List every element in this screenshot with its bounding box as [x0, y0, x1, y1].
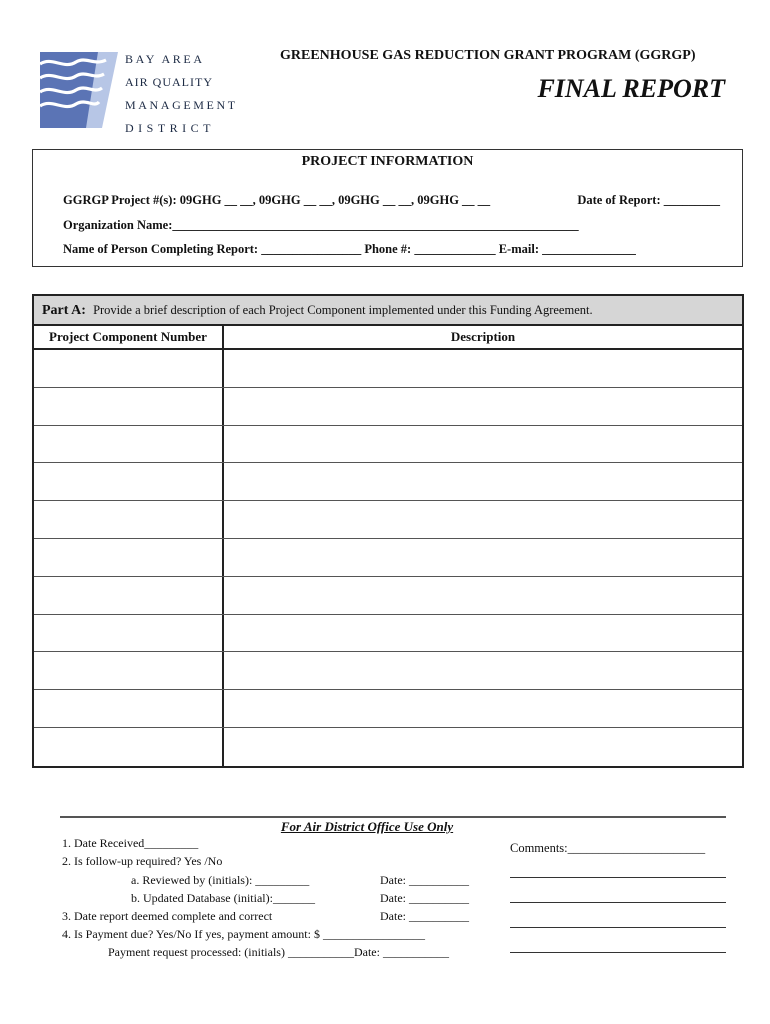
- table-row: [34, 690, 742, 728]
- table-row: [34, 501, 742, 539]
- description-cell[interactable]: [224, 690, 742, 727]
- logo-text: [125, 48, 238, 140]
- description-cell[interactable]: [224, 350, 742, 387]
- table-row: [34, 615, 742, 653]
- updated-database-field[interactable]: b. Updated Database (initial):_______: [131, 891, 315, 905]
- component-number-cell[interactable]: [34, 690, 224, 727]
- component-number-cell[interactable]: [34, 652, 224, 689]
- reviewed-date-field[interactable]: Date: __________: [380, 873, 469, 887]
- table-row: [34, 426, 742, 464]
- comments-field[interactable]: Comments:______________________: [510, 841, 706, 855]
- component-number-cell[interactable]: [34, 577, 224, 614]
- description-cell[interactable]: [224, 652, 742, 689]
- description-cell[interactable]: [224, 728, 742, 766]
- table-row: [34, 350, 742, 388]
- part-a-header: [34, 296, 742, 326]
- table-column-headers: [34, 326, 742, 350]
- table-row: [34, 388, 742, 426]
- office-use-title: [0, 819, 770, 835]
- office-use-divider: [60, 816, 726, 818]
- comments-line[interactable]: [510, 902, 726, 903]
- description-cell[interactable]: [224, 501, 742, 538]
- logo-line-2: AIR QUALITY: [125, 75, 213, 89]
- component-number-cell[interactable]: [34, 728, 224, 766]
- component-number-cell[interactable]: [34, 539, 224, 576]
- description-cell[interactable]: [224, 577, 742, 614]
- table-row: [34, 539, 742, 577]
- column-header-component-number: Project Component Number: [34, 326, 224, 348]
- date-received-field[interactable]: 1. Date Received_________: [62, 836, 199, 850]
- logo-line-3: MANAGEMENT: [125, 98, 238, 112]
- part-a-label: Part A:: [42, 303, 86, 318]
- part-a-table: [32, 294, 744, 768]
- component-number-cell[interactable]: [34, 463, 224, 500]
- project-numbers-field[interactable]: GGRGP Project #(s): 09GHG __ __, 09GHG __ __, 09GHG __ __, 09GHG __ __: [63, 193, 491, 207]
- project-information-box: [32, 149, 743, 267]
- reviewed-by-field[interactable]: a. Reviewed by (initials): _________: [131, 873, 310, 887]
- component-number-cell[interactable]: [34, 426, 224, 463]
- comments-line[interactable]: [510, 952, 726, 953]
- report-complete-date-field[interactable]: Date: __________: [380, 909, 469, 923]
- component-number-cell[interactable]: [34, 388, 224, 425]
- description-cell[interactable]: [224, 539, 742, 576]
- description-cell[interactable]: [224, 426, 742, 463]
- payment-due-field[interactable]: 4. Is Payment due? Yes/No If yes, payment amount: $ _________________: [62, 927, 425, 941]
- project-information-heading: PROJECT INFORMATION: [301, 154, 474, 169]
- description-cell[interactable]: [224, 615, 742, 652]
- office-use-title-text: For Air District Office Use Only: [280, 819, 454, 834]
- organization-name-field[interactable]: Organization Name:_________________________________________________________________: [63, 218, 579, 232]
- column-header-description: Description: [450, 329, 516, 344]
- logo-line-4: DISTRICT: [125, 121, 215, 135]
- description-cell[interactable]: [224, 463, 742, 500]
- component-number-cell[interactable]: [34, 615, 224, 652]
- table-row: [34, 463, 742, 501]
- part-a-instructions: [42, 303, 593, 319]
- person-completing-field[interactable]: Name of Person Completing Report: ________________ Phone #: _____________ E-mail: _______________: [63, 242, 636, 256]
- program-title: GREENHOUSE GAS REDUCTION GRANT PROGRAM (GGRGP): [280, 48, 696, 63]
- part-a-instructions-text: Provide a brief description of each Project Component implemented under this Funding Agreement.: [93, 303, 593, 317]
- logo-line-1: BAY AREA: [125, 52, 205, 66]
- component-number-cell[interactable]: [34, 501, 224, 538]
- description-cell[interactable]: [224, 388, 742, 425]
- payment-processed-field[interactable]: Payment request processed: (initials) ___________Date: ___________: [108, 945, 449, 959]
- table-body: [34, 350, 742, 766]
- table-row: [34, 652, 742, 690]
- comments-line[interactable]: [510, 927, 726, 928]
- follow-up-required-field[interactable]: 2. Is follow-up required? Yes /No: [62, 854, 223, 868]
- updated-database-date-field[interactable]: Date: __________: [380, 891, 469, 905]
- comments-line[interactable]: [510, 877, 726, 878]
- component-number-cell[interactable]: [34, 350, 224, 387]
- report-complete-field[interactable]: 3. Date report deemed complete and correct: [62, 909, 273, 923]
- final-report-title: FINAL REPORT: [537, 74, 725, 103]
- date-of-report-field[interactable]: Date of Report: _________: [577, 193, 720, 207]
- table-row: [34, 728, 742, 766]
- table-row: [34, 577, 742, 615]
